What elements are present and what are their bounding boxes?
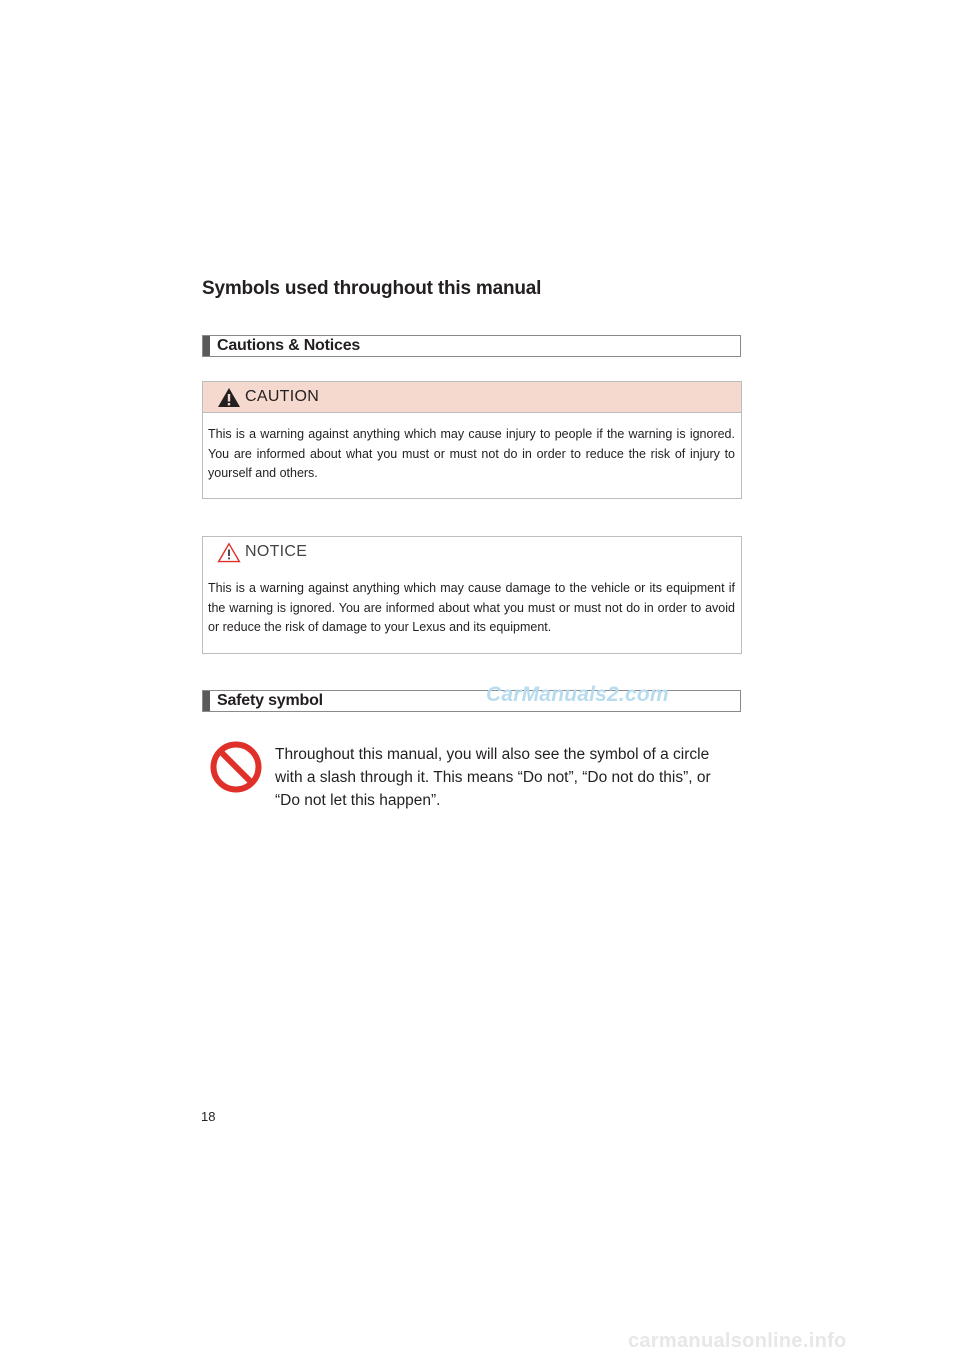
notice-triangle-icon [217,542,241,563]
section-header-bar [203,336,210,356]
section-header-label: Safety symbol [217,692,323,709]
caution-title: CAUTION [245,388,320,405]
section-header-label: Cautions & Notices [217,337,361,354]
section-header-cautions-notices [202,335,741,357]
caution-header [203,382,741,413]
notice-title: NOTICE [245,543,308,560]
notice-header [203,537,741,567]
watermark-text: CarManuals2.com [486,683,669,706]
footer-watermark: carmanualsonline.info [628,1330,847,1352]
page-number: 18 [201,1109,216,1124]
caution-box [202,381,742,499]
notice-box [202,536,742,654]
section-header-bar [203,691,210,711]
prohibition-icon [209,740,263,794]
notice-text: This is a warning against anything which may cause damage to the vehicle or its equipment if the warning is ignored. You are informed about what you must or must not do in order to avoid or reduce the risk of damage to your Lexus and its equipment. [208,581,735,634]
warning-triangle-icon [217,387,241,408]
caution-text: This is a warning against anything which may cause injury to people if the warning is ignored. You are informed about what you must or must not do in order to reduce the risk of injury to yourself and others. [208,427,735,480]
safety-symbol-text: Throughout this manual, you will also see the symbol of a circle with a slash through it. This means “Do not”, “Do not do this”, or “Do not let this happen”. [275,746,711,809]
page-title: Symbols used throughout this manual [202,278,542,299]
